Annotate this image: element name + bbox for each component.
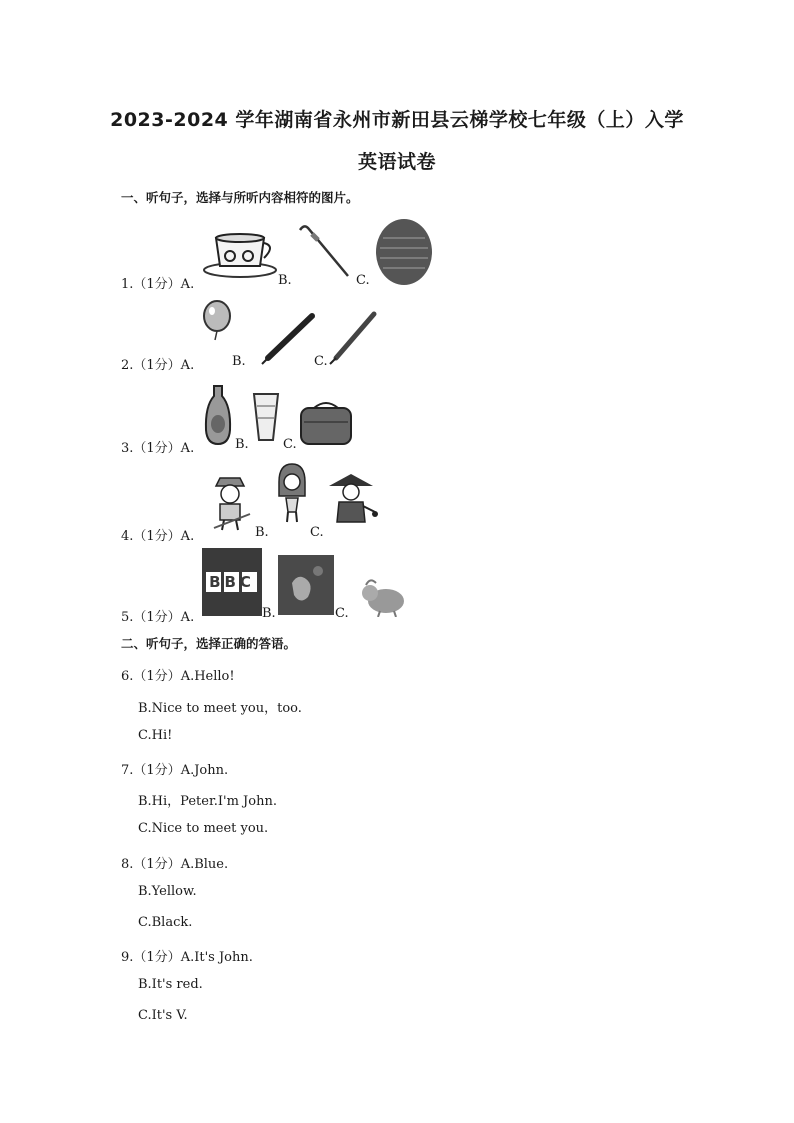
question-3-label-c: C. bbox=[283, 437, 297, 452]
question-5-picture-a-bbc-logo[interactable] bbox=[202, 548, 262, 616]
question-4-picture-a-boy[interactable] bbox=[206, 474, 254, 532]
question-1-picture-b-cane[interactable] bbox=[296, 222, 352, 280]
question-6-option-c[interactable]: C.Hi! bbox=[138, 728, 173, 743]
question-5-picture-b-photo[interactable] bbox=[278, 555, 334, 615]
question-6-prefix: 6.（1分） bbox=[121, 669, 181, 684]
question-9-prefix: 9.（1分） bbox=[121, 950, 181, 965]
question-4-picture-c-man[interactable] bbox=[323, 470, 379, 528]
bbc-logo-text: BBC bbox=[206, 572, 258, 592]
question-5-prefix: 5.（1分）A. bbox=[121, 610, 195, 625]
question-9-option-a[interactable]: A.It's John. bbox=[180, 950, 253, 965]
question-2-prefix: 2.（1分）A. bbox=[121, 358, 195, 373]
question-6-line bbox=[121, 665, 235, 684]
question-9-option-b[interactable]: B.It's red. bbox=[138, 977, 203, 992]
question-6-option-b[interactable]: B.Nice to meet you，too. bbox=[138, 701, 302, 716]
question-2-label-b: B. bbox=[232, 354, 246, 369]
question-1-prefix: 1.（1分）A. bbox=[121, 277, 195, 292]
question-9-line bbox=[121, 946, 253, 965]
question-5-line bbox=[121, 606, 194, 625]
question-7-prefix: 7.（1分） bbox=[121, 763, 181, 778]
question-3-prefix: 3.（1分）A. bbox=[121, 441, 195, 456]
question-1-picture-c-brush[interactable] bbox=[371, 218, 437, 288]
question-2-picture-b-pen[interactable] bbox=[258, 312, 316, 366]
question-4-label-c: C. bbox=[310, 525, 324, 540]
question-8-line bbox=[121, 853, 228, 872]
question-8-option-a[interactable]: A.Blue. bbox=[180, 857, 229, 872]
question-7-option-a[interactable]: A.John. bbox=[180, 763, 229, 778]
question-2-label-c: C. bbox=[314, 354, 328, 369]
question-7-line bbox=[121, 759, 228, 778]
question-6-option-a[interactable]: A.Hello! bbox=[180, 669, 235, 684]
question-1-label-c: C. bbox=[356, 273, 370, 288]
question-1-line bbox=[121, 273, 194, 292]
question-3-picture-b-glass[interactable] bbox=[251, 390, 281, 446]
question-8-option-b[interactable]: B.Yellow. bbox=[138, 884, 197, 899]
section-heading-listening-pictures: 一、听句子，选择与所听内容相符的图片。 bbox=[121, 190, 359, 205]
question-3-picture-a-bottle[interactable] bbox=[203, 384, 233, 446]
section-heading-choose-reply: 二、听句子，选择正确的答语。 bbox=[121, 636, 297, 651]
exam-title-line2: 英语试卷 bbox=[357, 151, 436, 173]
question-2-picture-a-balloon[interactable] bbox=[200, 300, 234, 342]
question-2-line bbox=[121, 354, 194, 373]
exam-title-line1: 2023-2024 学年湖南省永州市新田县云梯学校七年级（上）入学 bbox=[110, 109, 684, 131]
question-7-option-c[interactable]: C.Nice to meet you. bbox=[138, 821, 269, 836]
question-3-line bbox=[121, 437, 194, 456]
question-7-option-b[interactable]: B.Hi，Peter.I'm John. bbox=[138, 794, 277, 809]
question-8-option-c[interactable]: C.Black. bbox=[138, 915, 193, 930]
question-5-picture-c-animal[interactable] bbox=[360, 577, 408, 617]
question-2-picture-c-pencil[interactable] bbox=[326, 310, 378, 366]
question-4-picture-b-girl[interactable] bbox=[273, 462, 311, 524]
question-8-prefix: 8.（1分） bbox=[121, 857, 181, 872]
question-9-option-c[interactable]: C.It's V. bbox=[138, 1008, 188, 1023]
question-5-label-c: C. bbox=[335, 606, 349, 621]
question-4-prefix: 4.（1分）A. bbox=[121, 529, 195, 544]
question-5-label-b: B. bbox=[262, 606, 276, 621]
question-1-label-b: B. bbox=[278, 273, 292, 288]
question-3-label-b: B. bbox=[235, 437, 249, 452]
question-4-line bbox=[121, 525, 194, 544]
question-1-picture-a-teacup[interactable] bbox=[202, 230, 280, 280]
question-3-picture-c-bag[interactable] bbox=[298, 400, 354, 446]
question-4-label-b: B. bbox=[255, 525, 269, 540]
